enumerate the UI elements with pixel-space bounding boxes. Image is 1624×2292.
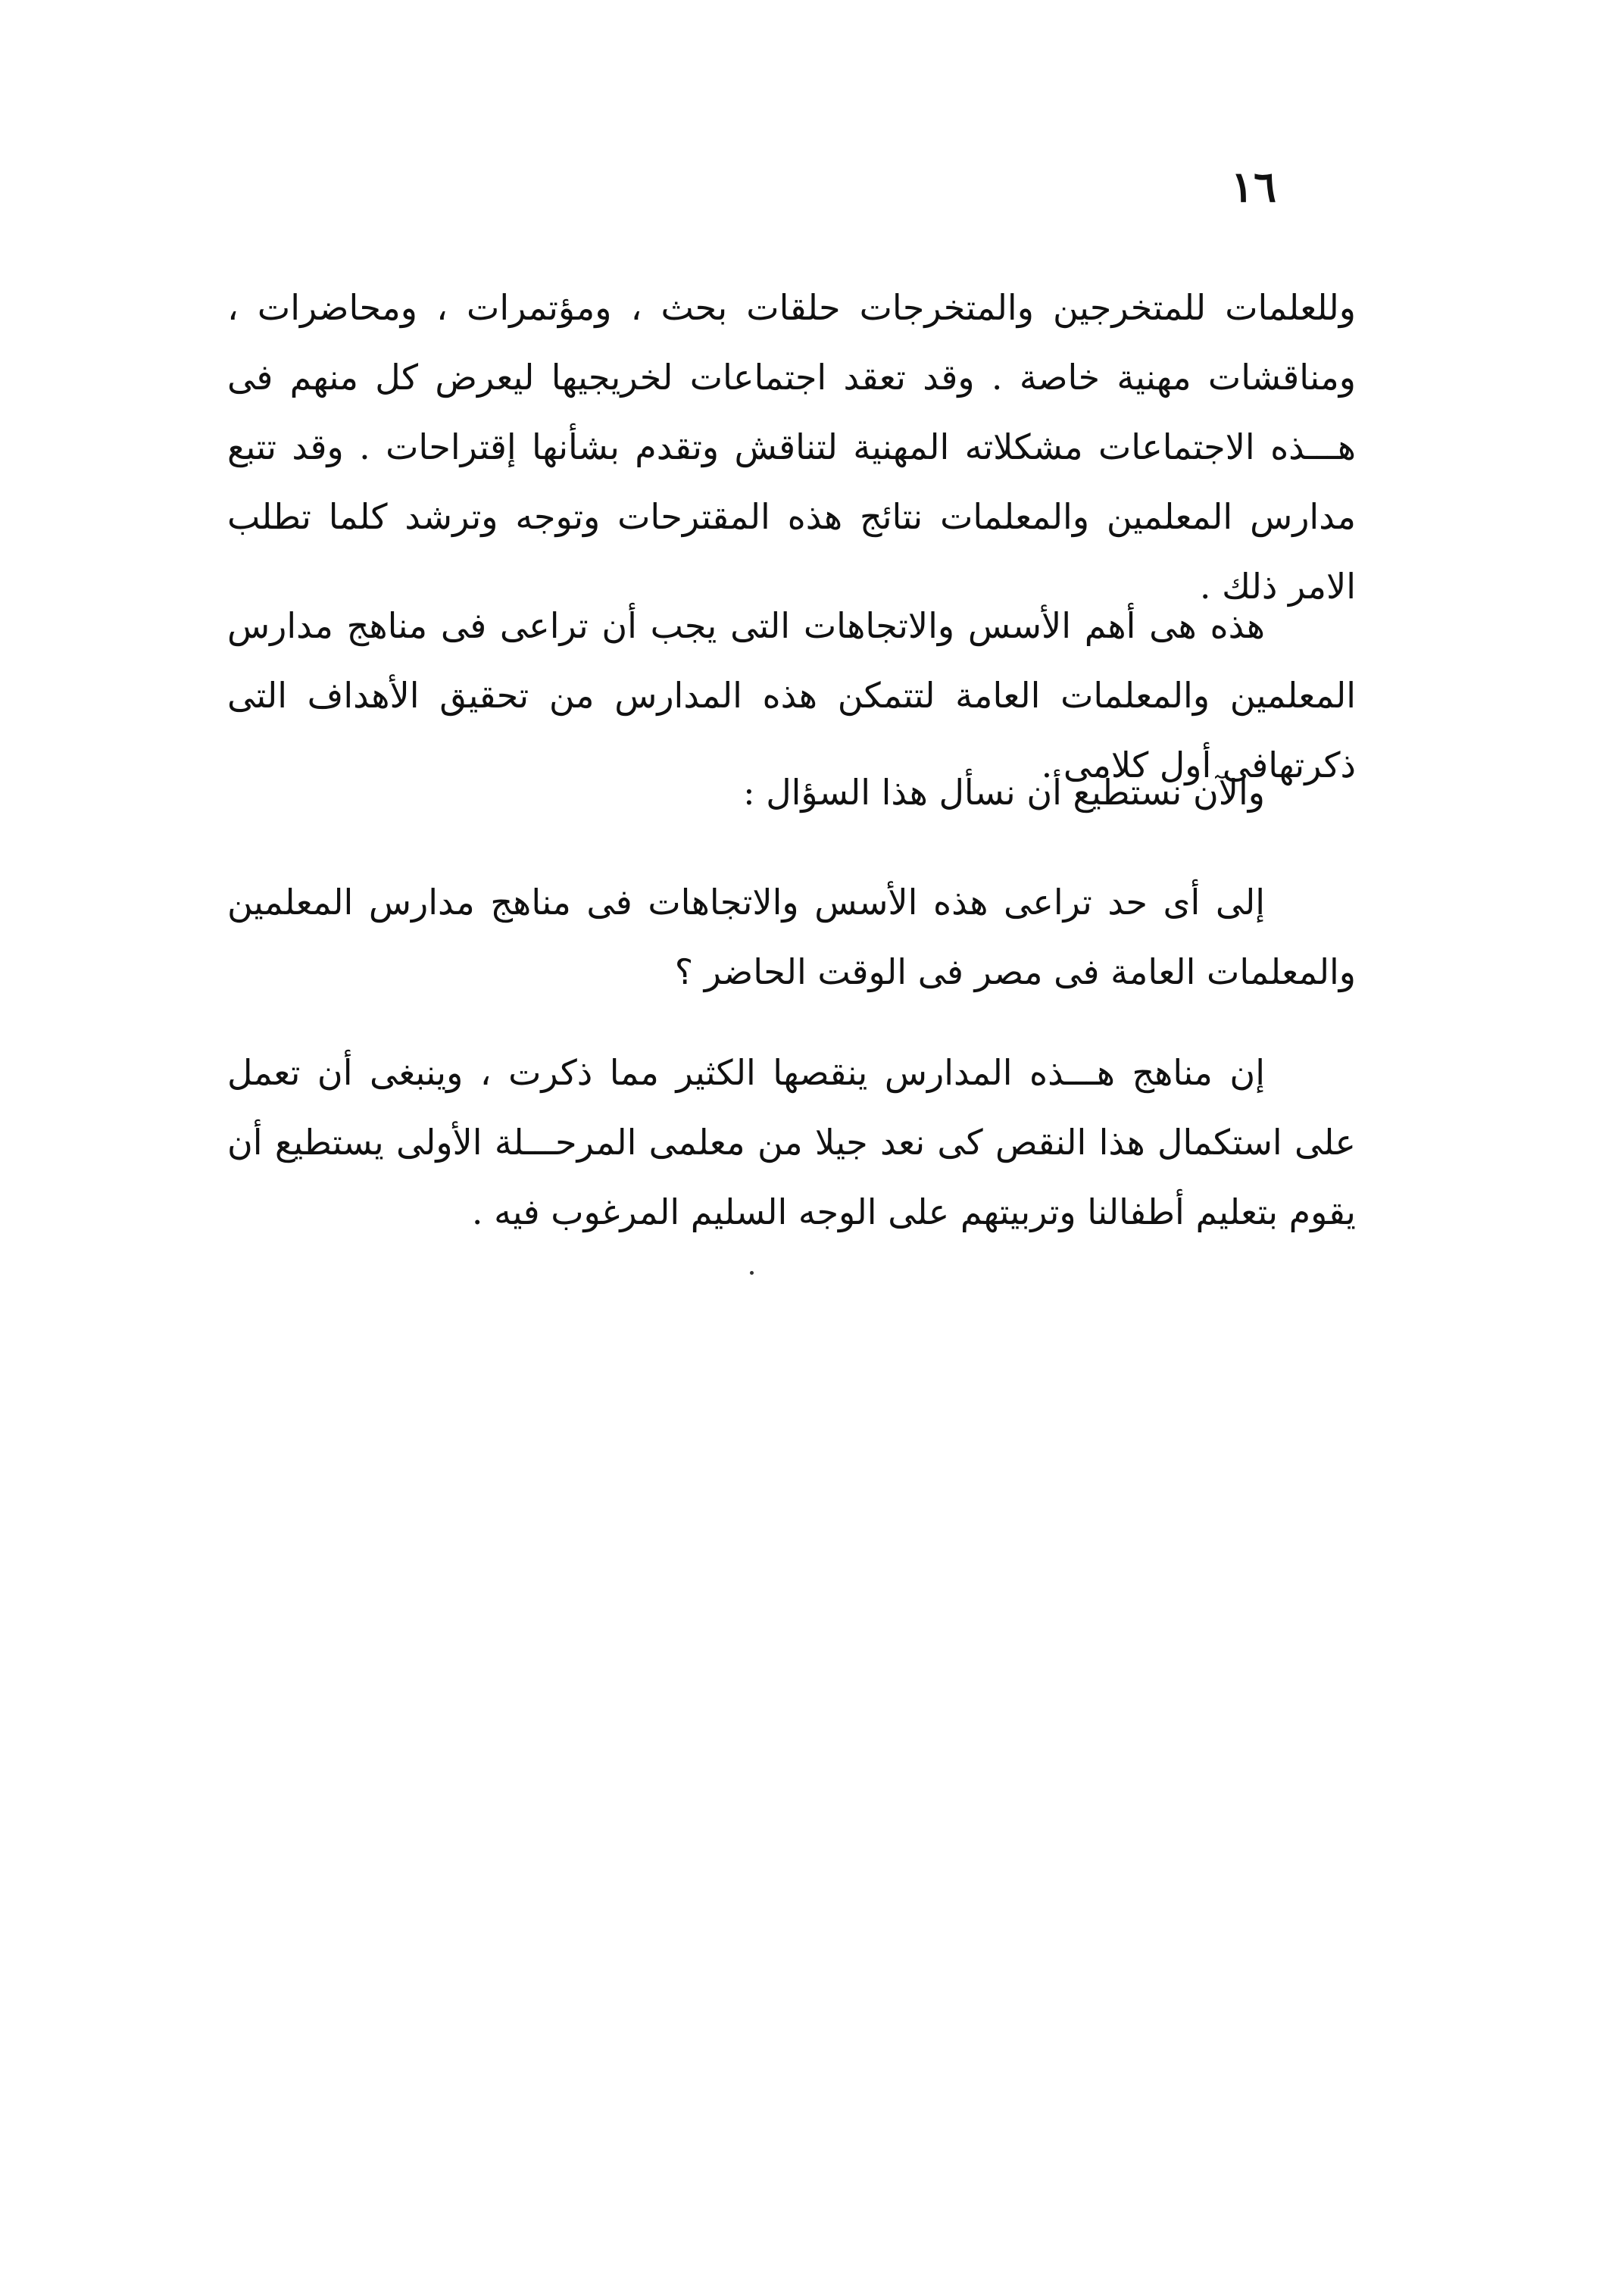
paragraph-text: هذه هى أهم الأسس والاتجاهات التى يجب أن تراعى فى مناهج مدارس المعلمين والمعلمات العامة لتتمكن هذه المدارس من تحقيق الأهداف التى ذكرتهافى أول كلامى . [227, 605, 1356, 785]
scan-speck [750, 1271, 754, 1275]
page-number: ١٦ [1230, 162, 1277, 212]
paragraph-5 [227, 1038, 1356, 1247]
paragraph-3 [227, 757, 1356, 827]
paragraph-4 [227, 867, 1356, 1007]
paragraph-text: وللعلمات للمتخرجين والمتخرجات حلقات بحث ، ومؤتمرات ، ومحاضرات ، ومناقشات مهنية خاصة . وقد تعقد اجتماعات لخريجيها ليعرض كل منهم فى هـــذه الاجتماعات مشكلاته المهنية لتناقش وتقدم بشأنها إقتراحات . وقد تتبع مدارس المعلمين والمعلمات نتائج هذه المقترحات وتوجه وترشد كلما تطلب الامر ذلك . [227, 287, 1356, 607]
paragraph-text: والآن نستطيع أن نسأل هذا السؤال : [743, 772, 1265, 813]
paragraph-1 [227, 273, 1356, 621]
paragraph-text: إلى أى حد تراعى هذه الأسس والاتجاهات فى مناهج مدارس المعلمين والمعلمات العامة فى مصر فى الوقت الحاضر ؟ [227, 882, 1356, 992]
paragraph-text: إن مناهج هـــذه المدارس ينقصها الكثير مما ذكرت ، وينبغى أن تعمل على استكمال هذا النقص كى نعد جيلا من معلمى المرحـــلة الأولى يستطيع أن يقوم بتعليم أطفالنا وتربيتهم على الوجه السليم المرغوب فيه . [227, 1052, 1356, 1232]
